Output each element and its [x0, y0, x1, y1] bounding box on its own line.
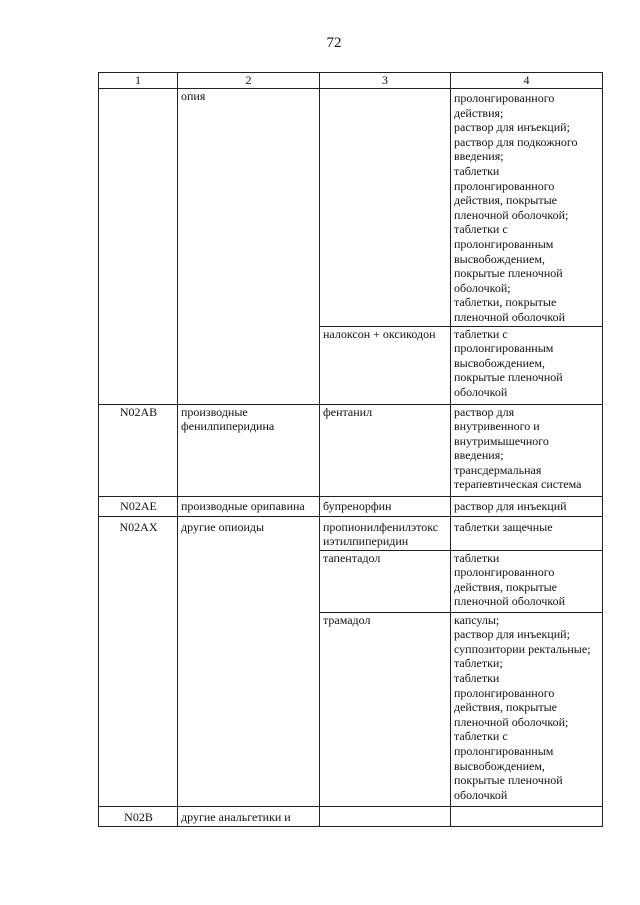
dosage-forms-cell: таблетки с пролонгированным высвобождением, покрытые пленочной оболочкой	[451, 326, 603, 404]
group-name-cell: производные орипавина	[178, 496, 320, 516]
atc-code-cell: N02AE	[99, 496, 178, 516]
group-name-cell: другие опиоиды	[178, 516, 320, 806]
dosage-forms-cell	[451, 806, 603, 826]
header-row	[99, 73, 603, 89]
dosage-forms-cell: таблетки пролонгированного действия, покрытые пленочной оболочкой	[451, 550, 603, 612]
header-col-2: 2	[178, 73, 320, 89]
drug-name-cell: фентанил	[320, 404, 451, 496]
group-name-cell: производные фенилпиперидина	[178, 404, 320, 496]
header-col-1: 1	[99, 73, 178, 89]
drug-name-cell: налоксон + оксикодон	[320, 326, 451, 404]
drug-name-cell: бупренорфин	[320, 496, 451, 516]
dosage-forms-cell: таблетки защечные	[451, 516, 603, 550]
header-col-3: 3	[320, 73, 451, 89]
dosage-forms-cell: раствор для инъекций	[451, 496, 603, 516]
table-row	[99, 496, 603, 516]
header-col-4: 4	[451, 73, 603, 89]
atc-code-cell: N02AX	[99, 516, 178, 806]
dosage-forms-cell: пролонгированного действия; раствор для инъекций; раствор для подкожного введения; таблетки пролонгированного действия, покрытые пленочной оболочкой; таблетки с пролонгированным высвобождением, покрытые пленочной оболочкой; таблетки, покрытые пленочной оболочкой	[451, 89, 603, 327]
atc-code-cell	[99, 89, 178, 405]
table-row	[99, 806, 603, 826]
dosage-forms-cell: раствор для внутривенного и внутримышечного введения; трансдермальная терапевтическая система	[451, 404, 603, 496]
drug-table	[98, 72, 603, 827]
atc-code-cell: N02AB	[99, 404, 178, 496]
table-row	[99, 404, 603, 496]
drug-name-cell	[320, 89, 451, 327]
page-number: 72	[326, 35, 342, 51]
drug-name-cell: тапентадол	[320, 550, 451, 612]
group-name-cell: другие анальгетики и	[178, 806, 320, 826]
group-name-cell: опия	[178, 89, 320, 405]
drug-name-cell: трамадол	[320, 612, 451, 806]
atc-code-cell: N02B	[99, 806, 178, 826]
table-row	[99, 516, 603, 550]
dosage-forms-cell: капсулы; раствор для инъекций; суппозитории ректальные; таблетки; таблетки пролонгированного действия, покрытые пленочной оболочкой; таблетки с пролонгированным высвобождением, покрытые пленочной оболочкой	[451, 612, 603, 806]
drug-name-cell: пропионилфенилэтокс иэтилпиперидин	[320, 516, 451, 550]
table-row	[99, 89, 603, 327]
drug-name-cell	[320, 806, 451, 826]
